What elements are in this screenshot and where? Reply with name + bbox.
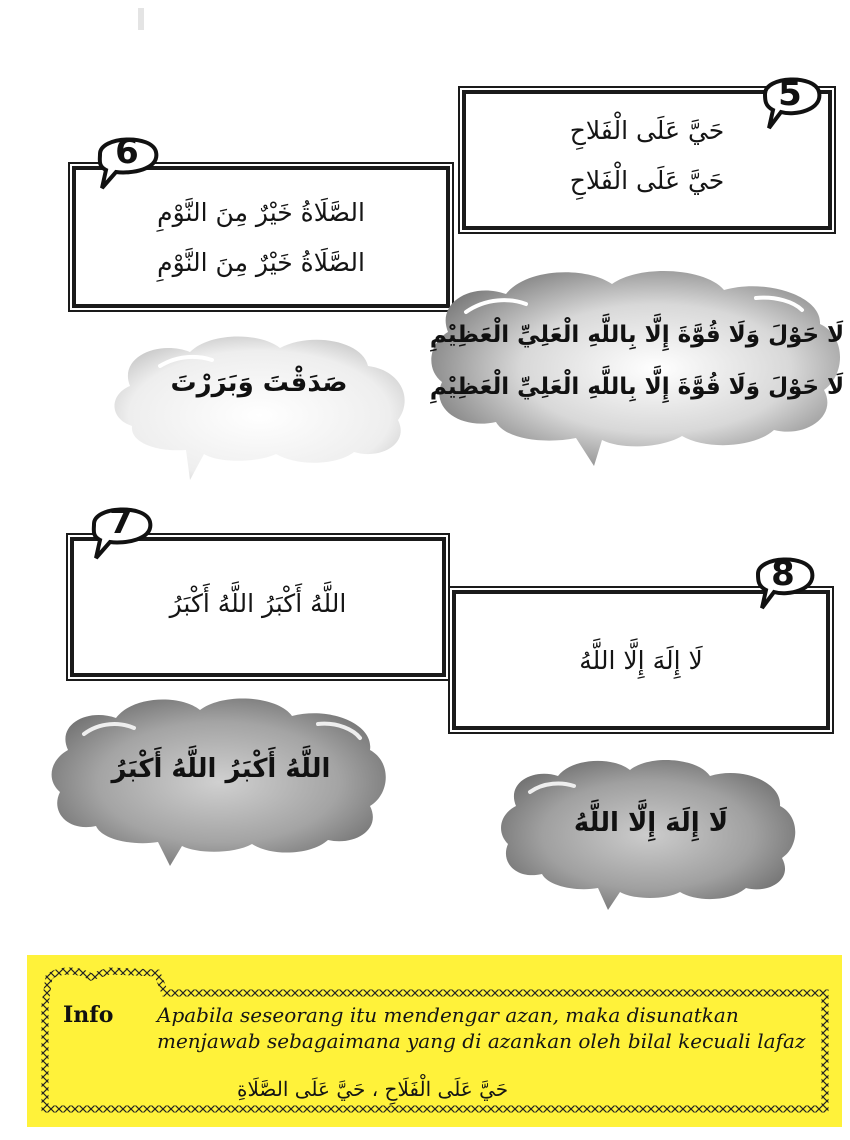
step5-reply-line-1: لَا حَوْلَ وَلَا قُوَّةَ إِلَّا بِاللَّهِ الْعَلِيِّ الْعَظِيْمِ bbox=[429, 322, 845, 348]
step6-number: 6 bbox=[115, 132, 139, 172]
step8-badge bbox=[748, 546, 820, 622]
step8-reply-cloud bbox=[498, 752, 804, 912]
step6-reply-cloud bbox=[100, 326, 418, 486]
info-text: Apabila seseorang itu mendengar azan, maka disunatkan menjawab sebagaimana yang di azankan oleh bilal kecuali lafaz bbox=[157, 1003, 806, 1053]
step5-line-1: حَيَّ عَلَى الْفَلاحِ bbox=[569, 116, 725, 145]
step6-reply-text: صَدَقْتَ وَبَرَرْتَ bbox=[170, 368, 348, 398]
step7-line: اللَّهُ أَكْبَرُ اللَّهُ أَكْبَرُ bbox=[169, 589, 347, 618]
step8-reply-text: لَا إِلَهَ إِلَّا اللَّهُ bbox=[573, 808, 729, 838]
step7-reply-text: اللَّهُ أَكْبَرُ اللَّهُ أَكْبَرُ bbox=[111, 754, 331, 784]
step7-reply-cloud bbox=[48, 690, 394, 868]
step5-line-2: حَيَّ عَلَى الْفَلاحِ bbox=[569, 166, 725, 195]
step5-number: 5 bbox=[778, 74, 802, 114]
step6-line-2: الصَّلَاةُ خَيْرٌ مِنَ النَّوْمِ bbox=[157, 248, 365, 277]
info-arabic: حَيَّ عَلَى الْفَلَاحِ ، حَيَّ عَلَى الصَّلَاةِ bbox=[237, 1077, 509, 1101]
step5-reply-cloud bbox=[426, 262, 848, 467]
step5-reply-line-2: لَا حَوْلَ وَلَا قُوَّةَ إِلَّا بِاللَّهِ الْعَلِيِّ الْعَظِيْمِ bbox=[429, 374, 845, 400]
step5-badge bbox=[755, 66, 827, 142]
info-label: Info bbox=[63, 1002, 114, 1028]
scan-mark bbox=[138, 8, 144, 30]
cloud-shape-icon bbox=[100, 326, 418, 486]
step6-line-1: الصَّلَاةُ خَيْرٌ مِنَ النَّوْمِ bbox=[157, 198, 365, 227]
step7-badge bbox=[80, 494, 160, 570]
step8-line: لَا إِلَهَ إِلَّا اللَّهُ bbox=[579, 646, 703, 675]
step8-number: 8 bbox=[771, 554, 795, 594]
cloud-shape-icon bbox=[426, 262, 848, 467]
step6-badge bbox=[86, 124, 166, 200]
step7-number: 7 bbox=[109, 502, 133, 542]
info-panel bbox=[27, 955, 842, 1127]
